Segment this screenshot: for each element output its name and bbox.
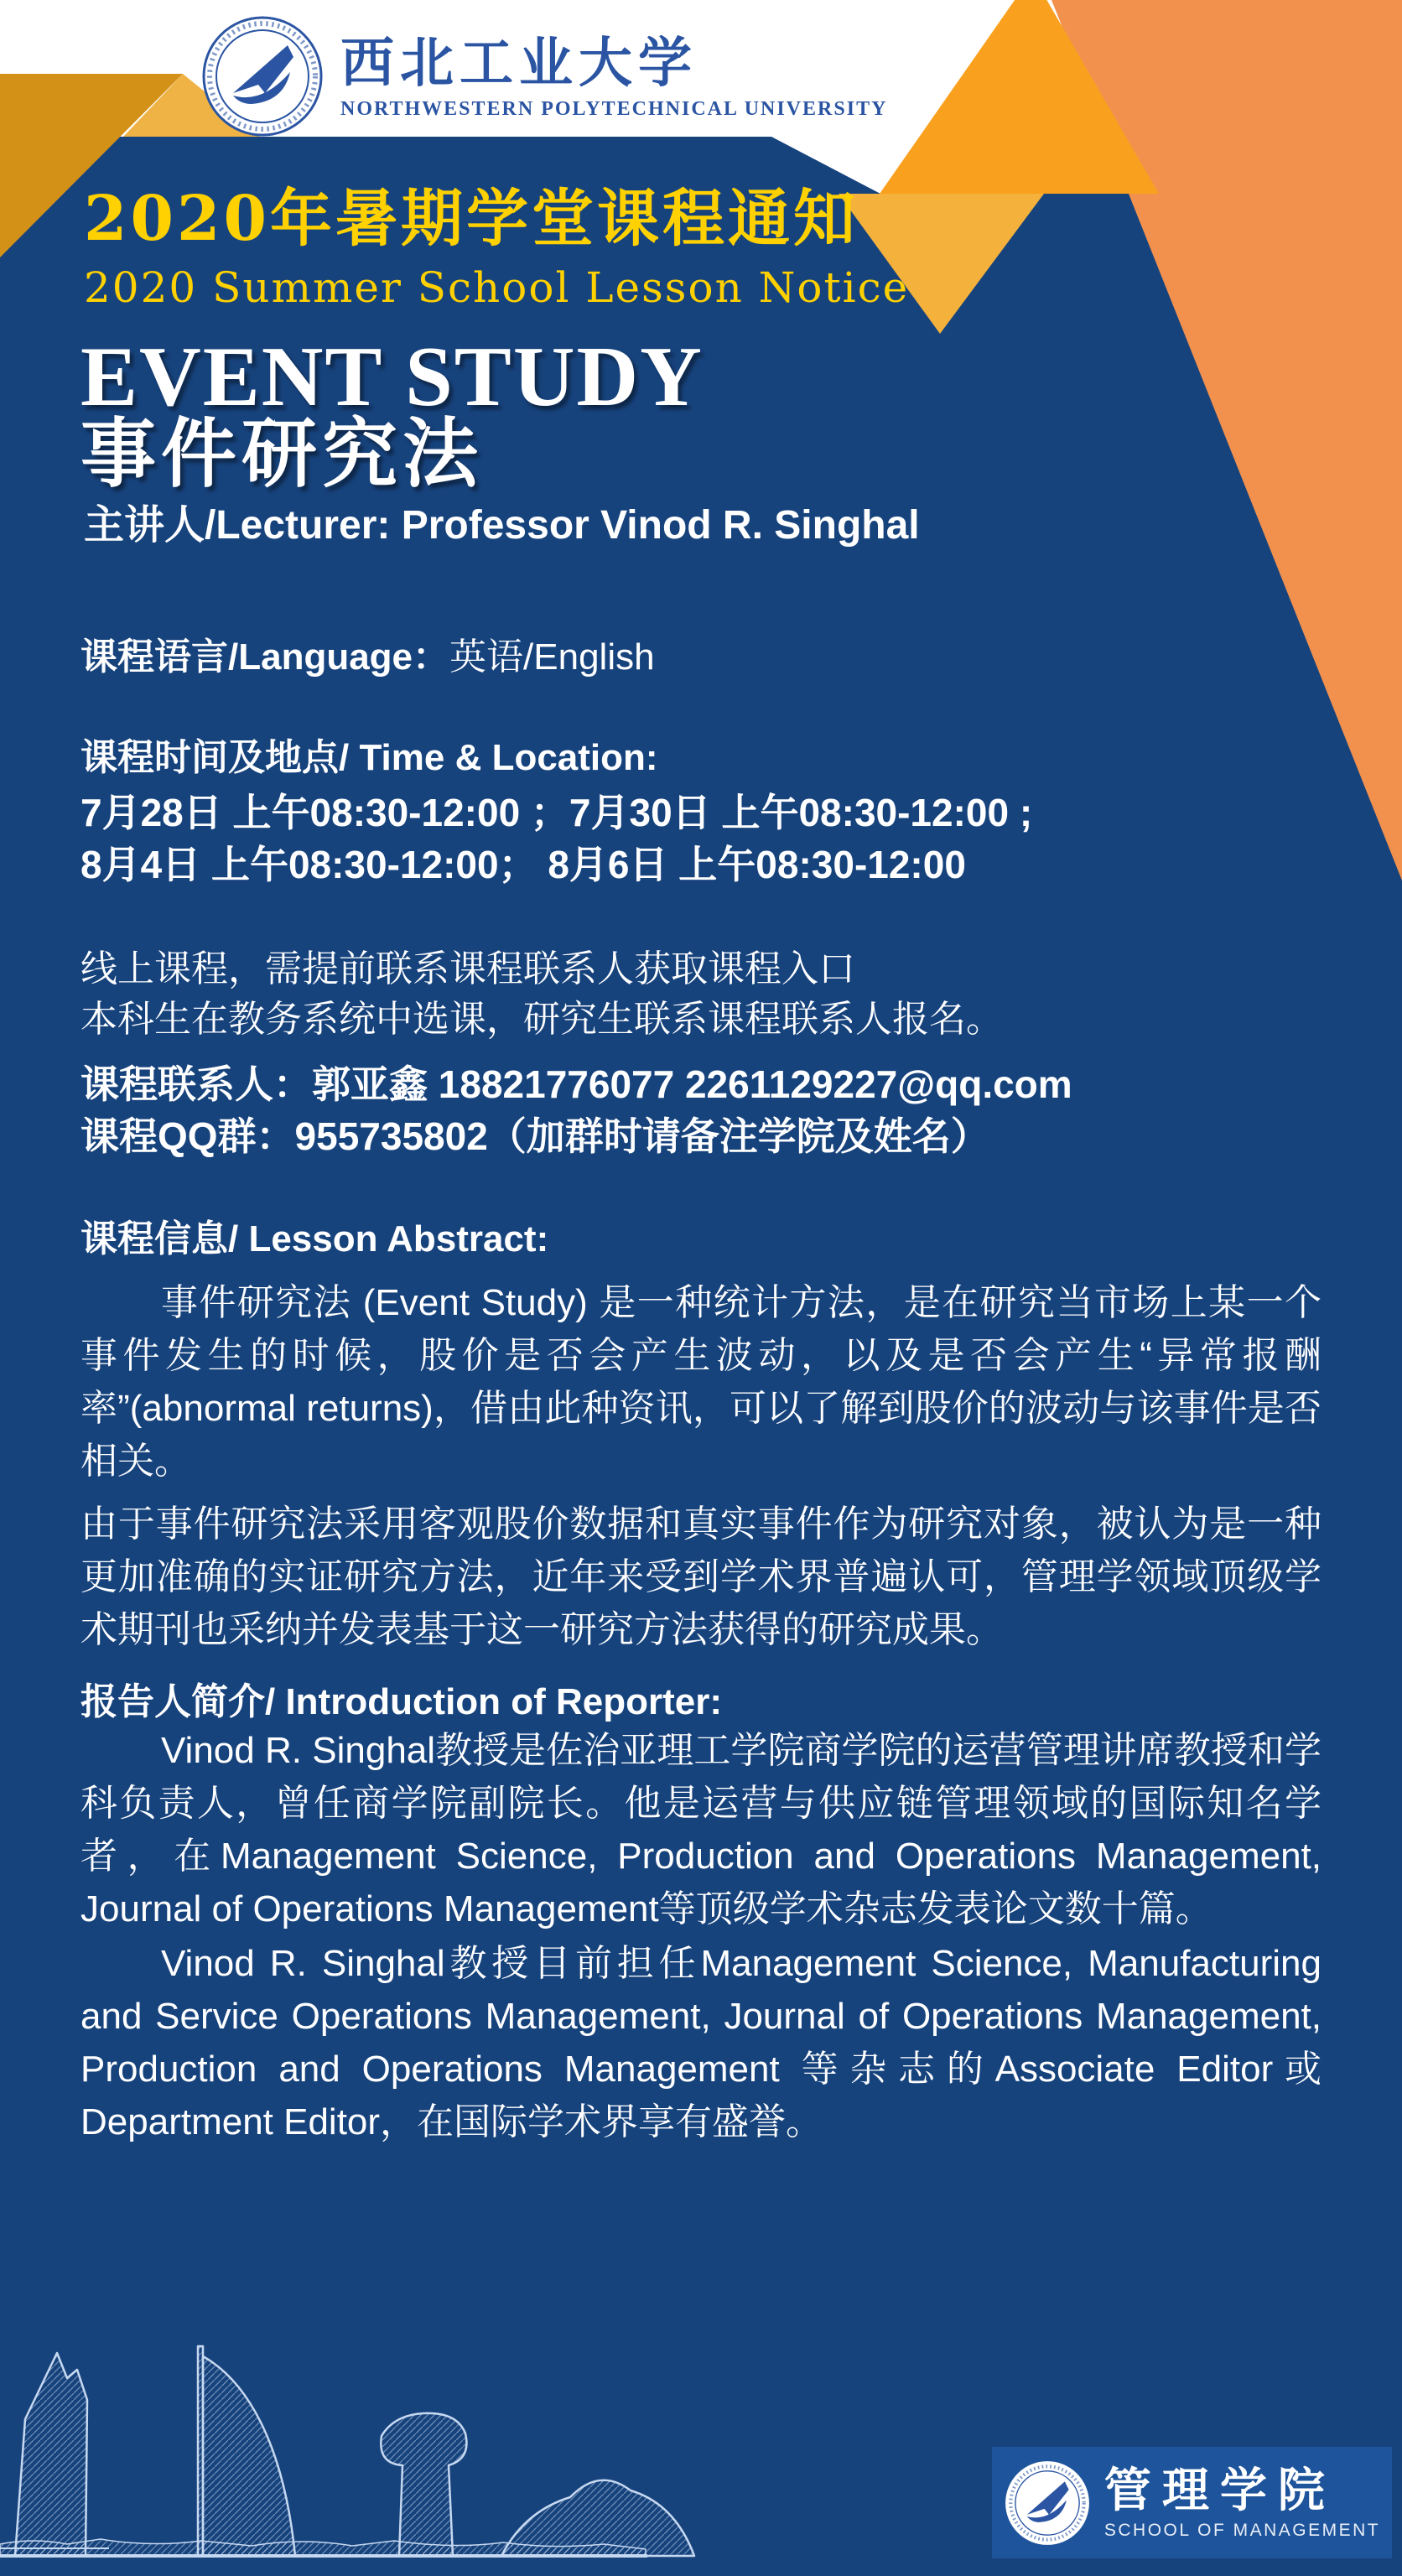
language-line: [80, 634, 1322, 681]
language-label: 课程语言/Language：: [80, 636, 450, 678]
city-skyline-sketch: [0, 2340, 704, 2576]
schedule-lines: [80, 787, 1322, 891]
abstract-paragraph-2: 由于事件研究法采用客观股价数据和真实事件作为研究对象，被认为是一种更加准确的实证研究方法，近年来受到学术界普遍认可，管理学领域顶级学术期刊也采纳并发表基于这一研究方法获得的研究成果。: [80, 1504, 1322, 1650]
university-name: [340, 33, 887, 121]
schedule-line-1: 7月28日 上午08:30-12:00 ；7月30日 上午08:30-12:00 ;: [80, 791, 1033, 834]
reporter-paragraph-1: Vinod R. Singhal教授是佐治亚理工学院商学院的运营管理讲席教授和学科负责人，曾任商学院副院长。他是运营与供应链管理领域的国际知名学者，在Management Science, Production and Operations Management, Journal of Operations Management等顶级学术杂志发表论文数十篇。: [80, 1730, 1322, 1929]
language-value: 英语/English: [449, 636, 655, 678]
som-emblem-icon: [1004, 2459, 1091, 2547]
school-name: [1103, 2462, 1381, 2541]
contact-line: 课程联系人：郭亚鑫 18821776077 2261129227@qq.com: [80, 1062, 1072, 1106]
school-logo-box: [992, 2447, 1392, 2558]
school-name-en: SCHOOL OF MANAGEMENT: [1103, 2520, 1381, 2540]
online-notes: [80, 944, 1322, 1045]
course-title-zh: 事件研究法: [80, 413, 483, 496]
reporter-heading: 报告人简介/ Introduction of Reporter:: [80, 1681, 723, 1722]
lecturer-line: 主讲人/Lecturer: Professor Vinod R. Singhal: [84, 503, 920, 548]
abstract-heading: 课程信息/ Lesson Abstract:: [80, 1218, 549, 1259]
reporter-paragraph-2: Vinod R. Singhal教授目前担任Management Science, Manufacturing and Service Operations Management, Journal of Operations Management, Production and Operations Management 等杂志的Associate Editor或Department Editor，在国际学术界享有盛誉。: [80, 1943, 1322, 2142]
npu-emblem-icon: [200, 13, 325, 139]
sketch-sail-building: [203, 2356, 295, 2556]
notice-title-en: 2020 Summer School Lesson Notice: [84, 263, 910, 312]
course-title-en: EVENT STUDY: [80, 330, 704, 424]
school-name-zh: 管理学院: [1103, 2462, 1336, 2518]
qq-group-line: 课程QQ群：955735802（加群时请备注学院及姓名）: [80, 1114, 989, 1158]
online-note-1: 线上课程，需提前联系课程联系人获取课程入口: [80, 948, 855, 989]
abstract-paragraph-1: 事件研究法 (Event Study) 是一种统计方法，是在研究当市场上某一个事件发生的时候，股价是否会产生波动，以及是否会产生“异常报酬率”(abnormal returns)，借由此种资讯，可以了解到股价的波动与该事件是否相关。: [80, 1282, 1322, 1482]
university-name-zh: 西北工业大学: [340, 31, 698, 95]
sketch-tower: [15, 2353, 87, 2556]
university-logo: [200, 13, 887, 139]
notice-title-zh: 2020年暑期学堂课程通知: [84, 183, 859, 255]
schedule-heading: 课程时间及地点/ Time & Location:: [80, 737, 658, 778]
online-note-2: 本科生在教务系统中选课，研究生联系课程联系人报名。: [80, 999, 1003, 1040]
schedule-line-2: 8月4日 上午08:30-12:00； 8月6日 上午08:30-12:00: [80, 843, 966, 886]
sketch-torch-tower: [381, 2413, 466, 2556]
contact-block: [80, 1058, 1322, 1162]
university-name-en: NORTHWESTERN POLYTECHNICAL UNIVERSITY: [340, 97, 888, 120]
